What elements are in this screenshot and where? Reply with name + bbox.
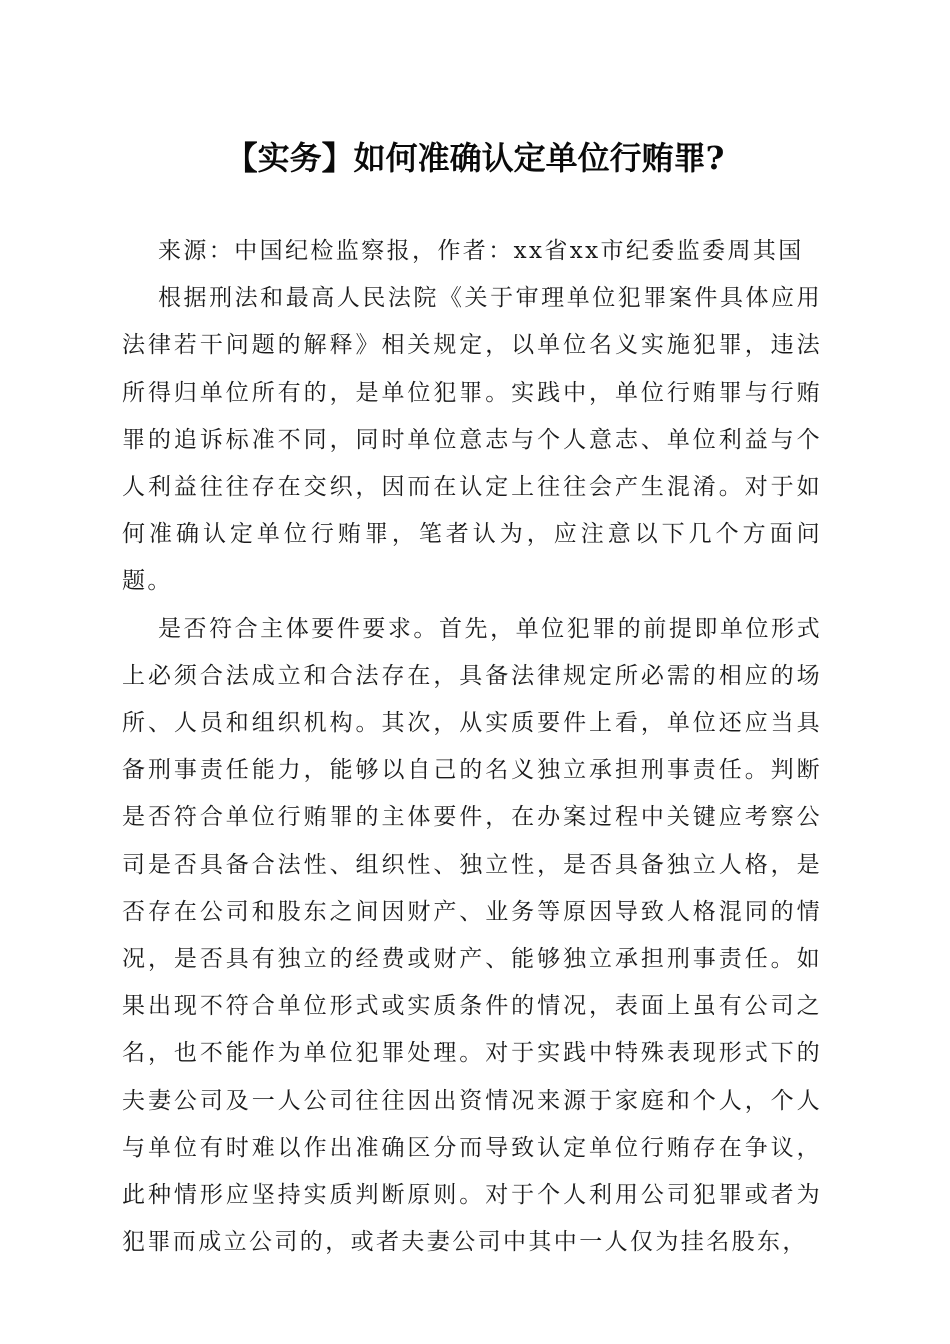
document-title: 【实务】如何准确认定单位行贿罪?	[225, 139, 725, 177]
document-body	[122, 228, 822, 1266]
paragraph-intro: 根据刑法和最高人民法院《关于审理单位犯罪案件具体应用法律若干问题的解释》相关规定，以单位名义实施犯罪，违法所得归单位所有的，是单位犯罪。实践中，单位行贿罪与行贿罪的追诉标准不同，同时单位意志与个人意志、单位利益与个人利益往往存在交织，因而在认定上往往会产生混淆。对于如何准确认定单位行贿罪，笔者认为，应注意以下几个方面问题。	[122, 285, 822, 595]
paragraph-subject-requirement: 是否符合主体要件要求。首先，单位犯罪的前提即单位形式上必须合法成立和合法存在，具备法律规定所必需的相应的场所、人员和组织机构。其次，从实质要件上看，单位还应当具备刑事责任能力，能够以自己的名义独立承担刑事责任。判断是否符合单位行贿罪的主体要件，在办案过程中关键应考察公司是否具备合法性、组织性、独立性，是否具备独立人格，是否存在公司和股东之间因财产、业务等原因导致人格混同的情况，是否具有独立的经费或财产、能够独立承担刑事责任。如果出现不符合单位形式或实质条件的情况，表面上虽有公司之名，也不能作为单位犯罪处理。对于实践中特殊表现形式下的夫妻公司及一人公司往往因出资情况来源于家庭和个人，个人与单位有时难以作出准确区分而导致认定单位行贿存在争议，此种情形应坚持实质判断原则。对于个人利用公司犯罪或者为犯罪而成立公司的，或者夫妻公司中其中一人仅为挂名股东，	[122, 615, 822, 1256]
source-line: 来源：中国纪检监察报，作者：xx省xx市纪委监委周其国	[158, 238, 804, 264]
